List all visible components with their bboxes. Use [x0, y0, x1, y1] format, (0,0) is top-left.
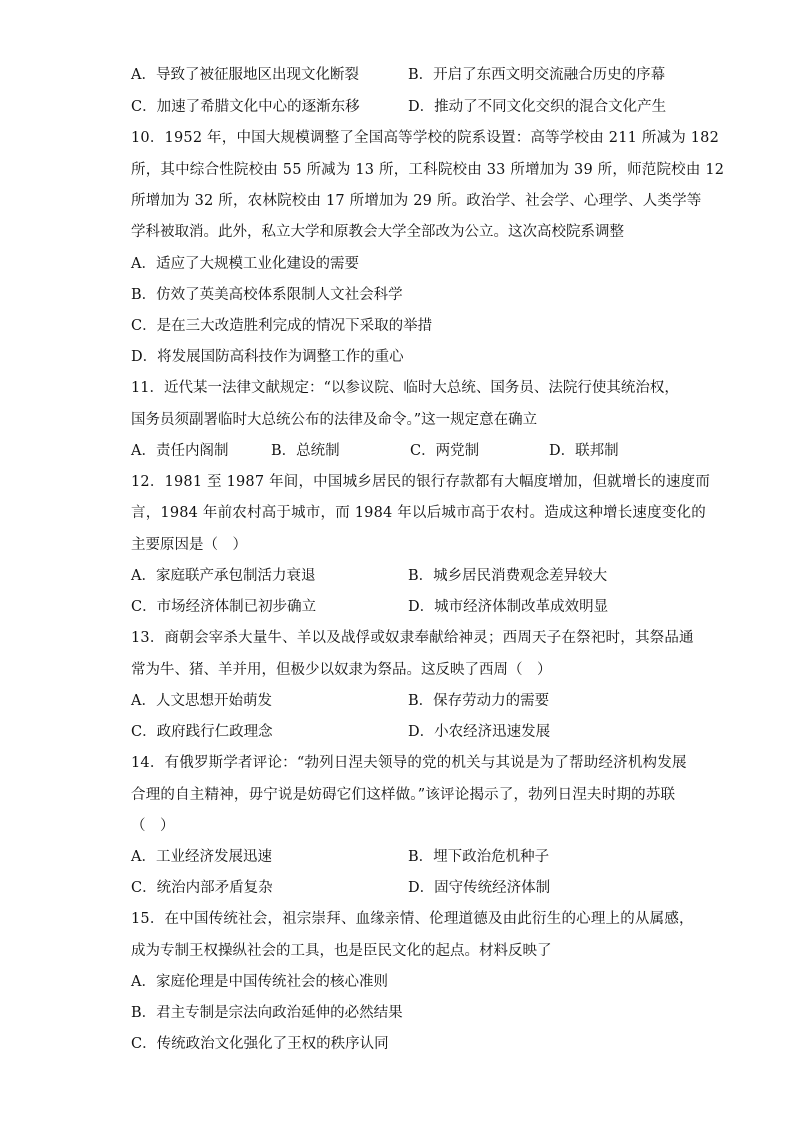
q10-option-b: B．仿效了英美高校体系限制人文社会科学 [131, 287, 403, 303]
q13-option-d: D．小农经济迅速发展 [408, 724, 551, 740]
q12-option-d: D．城市经济体制改革成效明显 [408, 599, 609, 615]
q12-option-c: C．市场经济体制已初步确立 [131, 599, 317, 615]
q14-option-d: D．固守传统经济体制 [408, 880, 551, 896]
q14-stem-line-1: 14．有俄罗斯学者评论：“勃列日涅夫领导的党的机关与其说是为了帮助经济机构发展 [131, 755, 687, 771]
q10-stem-line-1: 10．1952 年，中国大规模调整了全国高等学校的院系设置：高等学校由 211 所减为 182 [131, 130, 720, 146]
q14-option-c: C．统治内部矛盾复杂 [131, 880, 273, 896]
q13-stem-line-2: 常为牛、猪、羊并用，但极少以奴隶为祭品。这反映了西周（ ） [131, 662, 552, 678]
q13-option-a: A．人文思想开始萌发 [131, 693, 272, 709]
q15-stem-line-2: 成为专制王权操纵社会的工具，也是臣民文化的起点。材料反映了 [131, 943, 552, 959]
q15-option-a: A．家庭伦理是中国传统社会的核心准则 [131, 974, 388, 990]
q13-stem-line-1: 13．商朝会宰杀大量牛、羊以及战俘或奴隶奉献给神灵；西周天子在祭祀时，其祭品通 [131, 630, 694, 646]
q12-option-b: B．城乡居民消费观念差异较大 [408, 568, 608, 584]
q9-option-d: D．推动了不同文化交织的混合文化产生 [408, 99, 667, 115]
q10-option-d: D．将发展国防高科技作为调整工作的重心 [131, 349, 404, 365]
q10-stem-line-3: 所增加为 32 所，农林院校由 17 所增加为 29 所。政治学、社会学、心理学、人类学等 [131, 193, 702, 209]
q11-option-c: C．两党制 [410, 443, 480, 459]
q12-stem-line-3: 主要原因是（ ） [131, 537, 247, 553]
q10-stem-line-2: 所，其中综合性院校由 55 所减为 13 所，工科院校由 33 所增加为 39 所，师范院校由 12 [131, 162, 725, 178]
q15-option-b: B．君主专制是宗法向政治延伸的必然结果 [131, 1005, 403, 1021]
q15-option-c: C．传统政治文化强化了王权的秩序认同 [131, 1036, 389, 1052]
q13-option-c: C．政府践行仁政理念 [131, 724, 273, 740]
q10-option-a: A．适应了大规模工业化建设的需要 [131, 256, 359, 272]
q12-stem-line-1: 12．1981 至 1987 年间，中国城乡居民的银行存款都有大幅度增加，但就增长的速度而 [131, 474, 711, 490]
q14-stem-line-3: （ ） [131, 818, 175, 834]
q13-option-b: B．保存劳动力的需要 [408, 693, 550, 709]
q11-stem-line-2: 国务员须副署临时大总统公布的法律及命令。”这一规定意在确立 [131, 412, 538, 428]
q12-stem-line-2: 言，1984 年前农村高于城市，而 1984 年以后城市高于农村。造成这种增长速度变化的 [131, 505, 706, 521]
q10-stem-line-4: 学科被取消。此外，私立大学和原教会大学全部改为公立。这次高校院系调整 [131, 224, 624, 240]
q14-stem-line-2: 合理的自主精神，毋宁说是妨碍它们这样做。”该评论揭示了，勃列日涅夫时期的苏联 [131, 787, 676, 803]
q14-option-a: A．工业经济发展迅速 [131, 849, 272, 865]
q11-option-b: B．总统制 [271, 443, 340, 459]
q11-option-a: A．责任内阁制 [131, 443, 229, 459]
q14-option-b: B．埋下政治危机种子 [408, 849, 550, 865]
q9-option-b: B．开启了东西文明交流融合历史的序幕 [408, 67, 666, 83]
q10-option-c: C．是在三大改造胜利完成的情况下采取的举措 [131, 318, 433, 334]
q11-stem-line-1: 11．近代某一法律文献规定：“以参议院、临时大总统、国务员、法院行使其统治权， [131, 380, 679, 396]
q9-option-c: C．加速了希腊文化中心的逐渐东移 [131, 99, 360, 115]
q12-option-a: A．家庭联产承包制活力衰退 [131, 568, 316, 584]
q11-option-d: D．联邦制 [549, 443, 619, 459]
q9-option-a: A．导致了被征服地区出现文化断裂 [131, 67, 359, 83]
q15-stem-line-1: 15．在中国传统社会，祖宗崇拜、血缘亲情、伦理道德及由此衍生的心理上的从属感， [131, 911, 694, 927]
